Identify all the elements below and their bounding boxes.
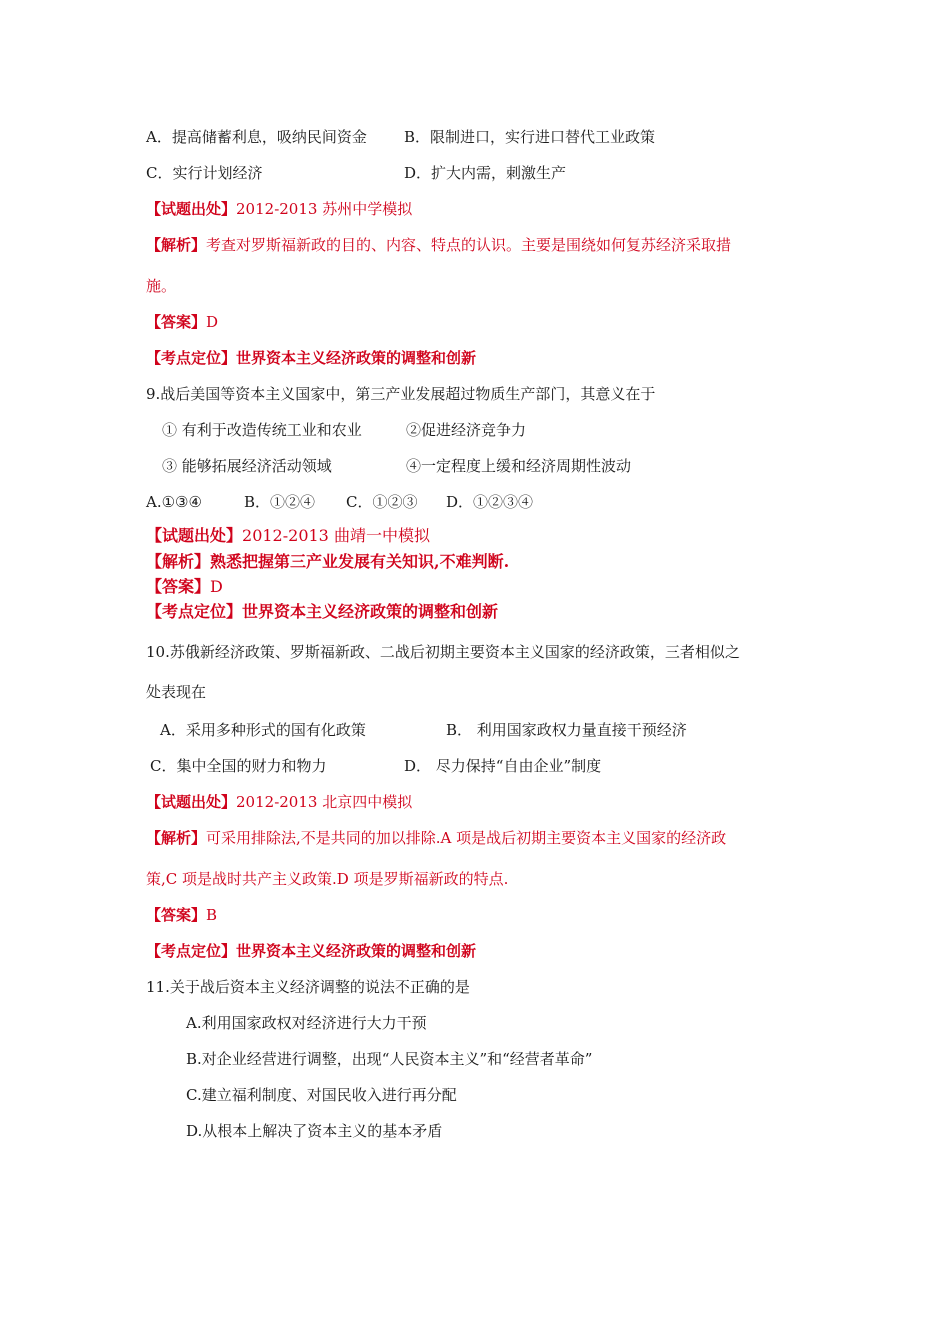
q10-source [146,792,412,812]
analysis-text: 考查对罗斯福新政的目的、内容、特点的认识。主要是围绕如何复苏经济采取措 [206,236,732,254]
answer-label: 【答案】 [146,906,207,924]
analysis-label: 【解析】 [146,829,207,847]
q8-source [146,199,412,219]
q11-option-b: B.对企业经营进行调整，出现“人民资本主义”和“经营者革命” [186,1050,593,1068]
point-label: 【考点定位】 [146,942,237,960]
q9-analysis [146,552,509,572]
q8-option-a: A．提高储蓄利息，吸纳民间资金 [146,128,367,146]
source-text: 2012-2013 北京四中模拟 [236,793,413,811]
source-label: 【试题出处】 [146,526,243,545]
q11-option-d: D.从根本上解决了资本主义的基本矛盾 [186,1122,443,1140]
analysis-label: 【解析】 [146,552,211,571]
q9-stem: 9.战后美国等资本主义国家中，第三产业发展超过物质生产部门，其意义在于 [146,385,656,403]
q10-answer [146,905,217,925]
point-text: 世界资本主义经济政策的调整和创新 [242,602,499,621]
q9-option-c: C．①②③ [346,493,418,511]
q8-option-b: B．限制进口，实行进口替代工业政策 [404,128,656,146]
q9-answer [146,577,223,597]
q10-stem-cont: 处表现在 [146,683,207,701]
q10-option-a: A．采用多种形式的国有化政策 [160,721,366,739]
source-text: 2012-2013 曲靖一中模拟 [242,526,430,545]
source-label: 【试题出处】 [146,793,237,811]
q8-point [146,348,476,368]
answer-value: D [210,577,223,596]
source-label: 【试题出处】 [146,200,237,218]
source-text: 2012-2013 苏州中学模拟 [236,200,413,218]
q8-analysis-cont: 施。 [146,277,177,295]
analysis-text: 可采用排除法,不是共同的加以排除.A 项是战后初期主要资本主义国家的经济政 [206,829,727,847]
q9-item-3: ③ 能够拓展经济活动领域 [162,457,332,475]
q9-option-d: D．①②③④ [446,493,534,511]
answer-value: D [206,313,219,331]
q11-option-a: A.利用国家政权对经济进行大力干预 [186,1014,427,1032]
analysis-text: 熟悉把握第三产业发展有关知识,不难判断. [210,552,510,571]
point-label: 【考点定位】 [146,602,243,621]
point-label: 【考点定位】 [146,349,237,367]
q9-source [146,526,430,546]
q9-option-a: A.①③④ [146,493,202,511]
q10-option-b: B． 利用国家政权力量直接干预经济 [446,721,687,739]
q9-item-1: ① 有利于改造传统工业和农业 [162,421,362,439]
answer-value: B [206,906,218,924]
point-text: 世界资本主义经济政策的调整和创新 [236,349,477,367]
q8-option-d: D．扩大内需，刺激生产 [404,164,567,182]
analysis-label: 【解析】 [146,236,207,254]
q10-analysis [146,828,726,848]
q11-option-c: C.建立福利制度、对国民收入进行再分配 [186,1086,457,1104]
answer-label: 【答案】 [146,313,207,331]
q8-option-c: C．实行计划经济 [146,164,263,182]
q9-option-b: B．①②④ [244,493,316,511]
q9-item-4: ④一定程度上缓和经济周期性波动 [406,457,632,475]
q10-point [146,941,476,961]
answer-label: 【答案】 [146,577,211,596]
q8-analysis [146,235,731,255]
point-text: 世界资本主义经济政策的调整和创新 [236,942,477,960]
q8-answer [146,312,218,332]
q11-stem: 11.关于战后资本主义经济调整的说法不正确的是 [146,978,470,996]
q9-item-2: ②促进经济竞争力 [406,421,527,439]
q9-point [146,602,498,622]
q10-option-c: C．集中全国的财力和物力 [150,757,327,775]
q10-stem: 10.苏俄新经济政策、罗斯福新政、二战后初期主要资本主义国家的经济政策，三者相似之 [146,643,740,661]
q10-option-d: D． 尽力保持“自由企业”制度 [404,757,602,775]
q10-analysis-cont: 策,C 项是战时共产主义政策.D 项是罗斯福新政的特点. [146,870,509,888]
